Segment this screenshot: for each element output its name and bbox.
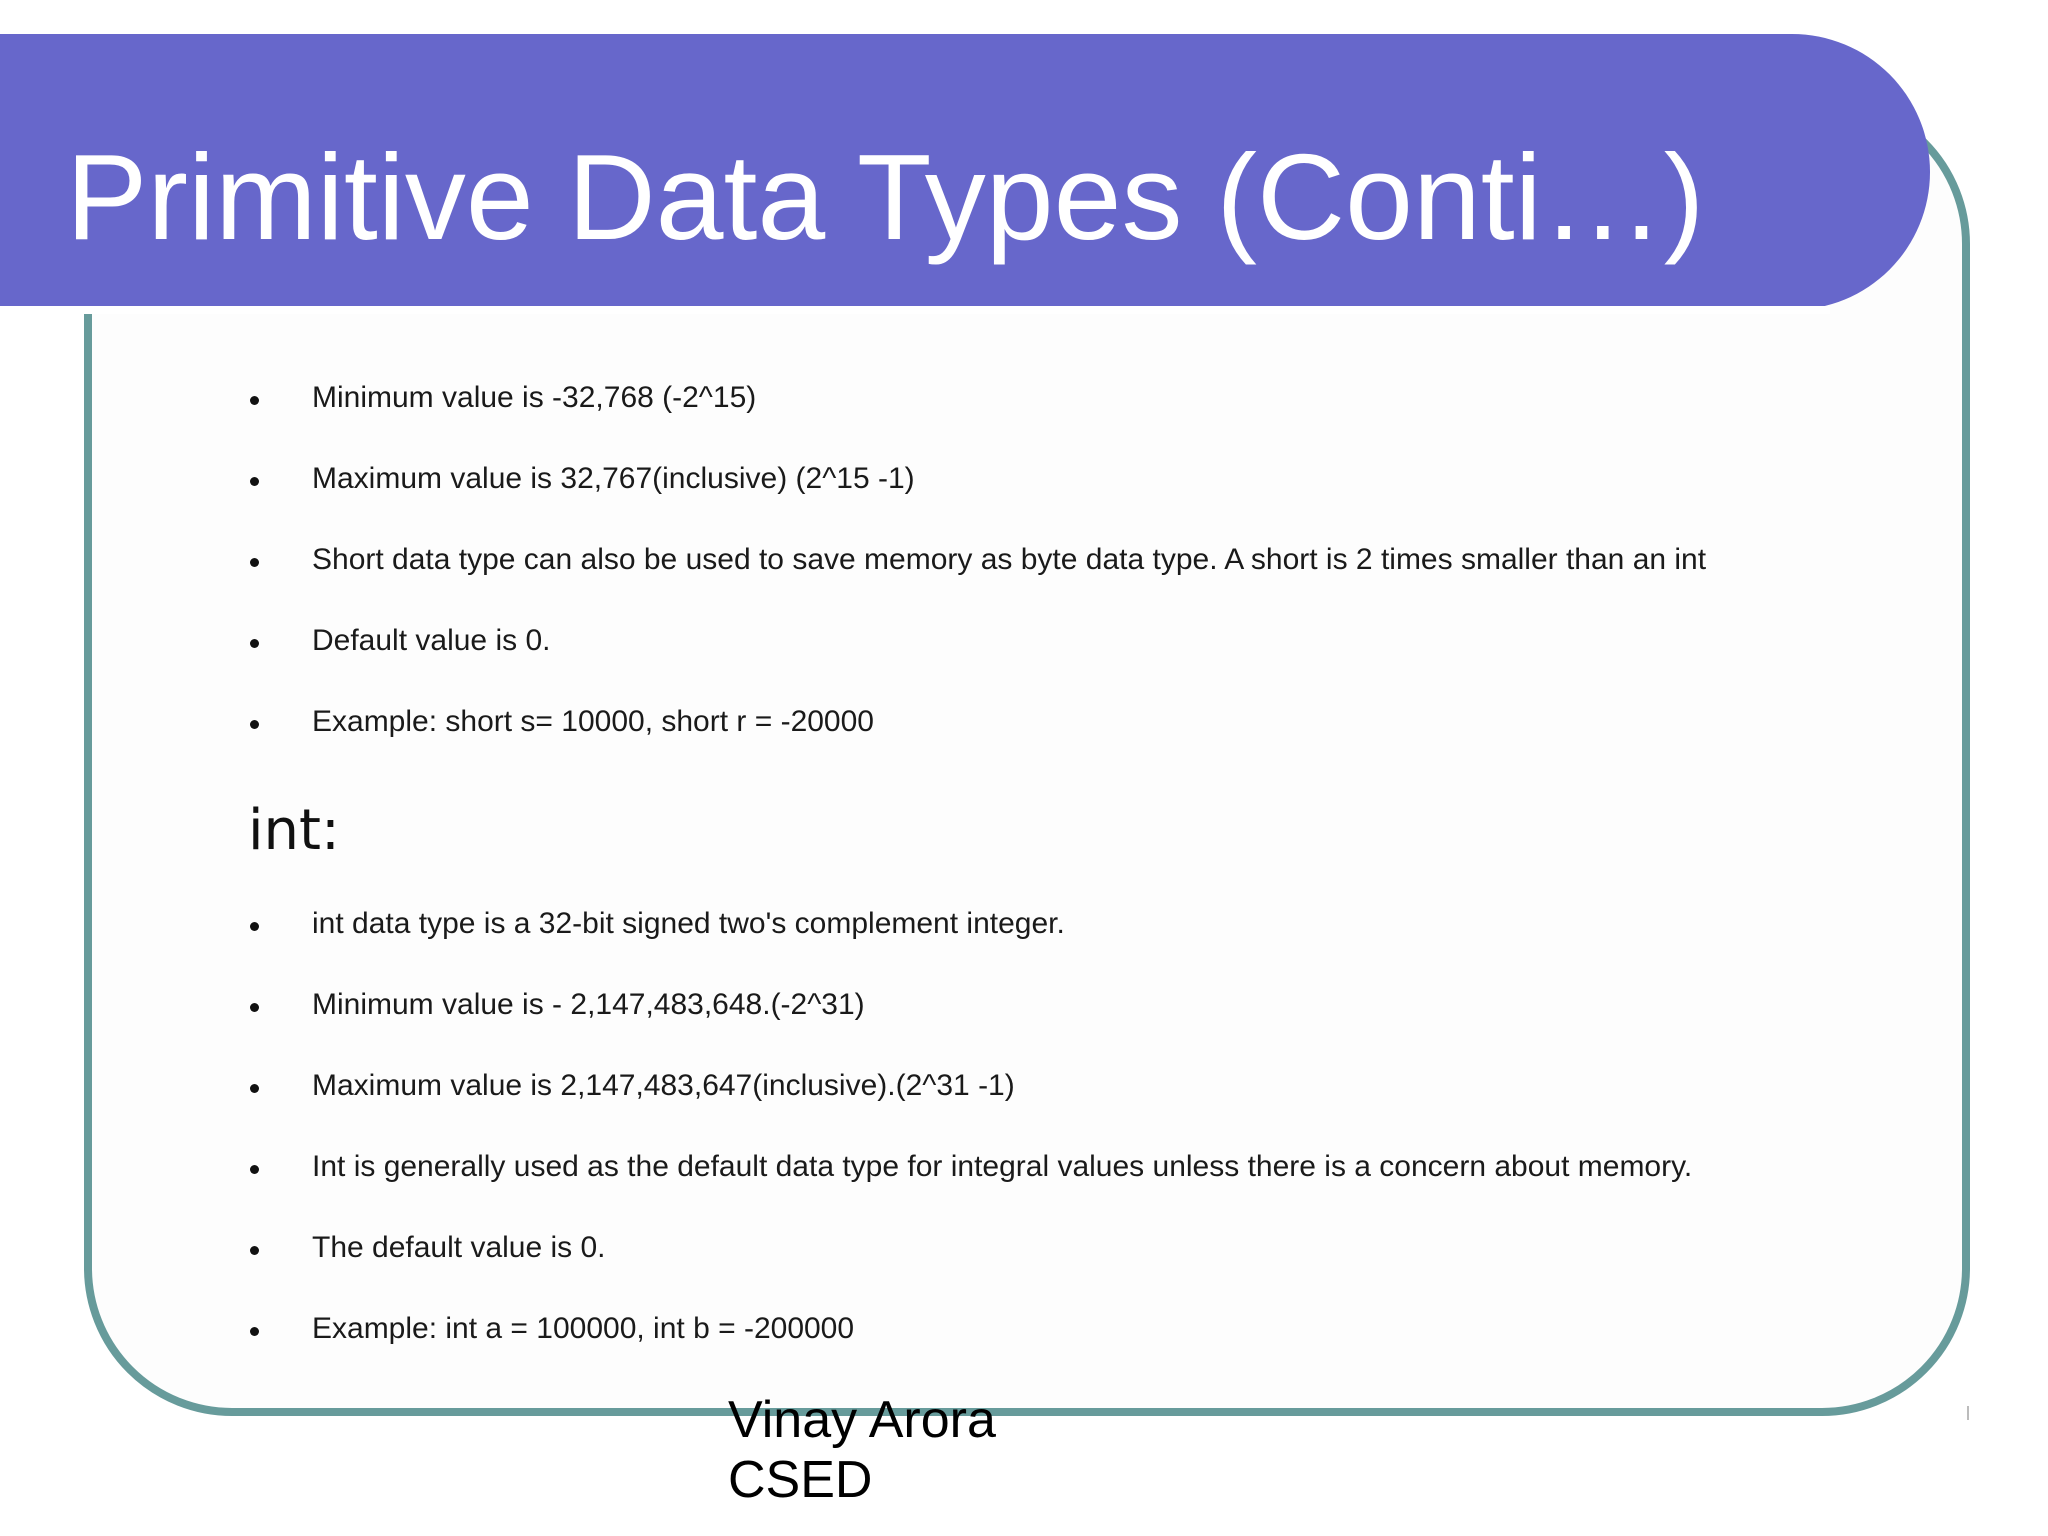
author-department: CSED xyxy=(728,1451,873,1509)
bullet-icon xyxy=(250,1003,259,1012)
edge-mark xyxy=(1967,1406,1969,1420)
list-item xyxy=(244,378,1844,459)
bullet-text: int data type is a 32-bit signed two's complement integer. xyxy=(312,907,1065,940)
list-item xyxy=(244,904,1844,985)
bullet-text: Minimum value is -32,768 (-2^15) xyxy=(312,381,757,414)
bullet-icon xyxy=(250,639,259,648)
bullet-text: Maximum value is 32,767(inclusive) (2^15 -1) xyxy=(312,462,915,495)
list-item xyxy=(244,1147,1844,1228)
title-banner xyxy=(0,34,1930,310)
bullet-text: Example: int a = 100000, int b = -200000 xyxy=(312,1312,855,1345)
bullet-text: Example: short s= 10000, short r = -20000 xyxy=(312,705,874,738)
int-bullet-list xyxy=(244,904,1844,1390)
list-item xyxy=(244,985,1844,1066)
bullet-icon xyxy=(250,720,259,729)
bullet-text: Default value is 0. xyxy=(312,624,551,657)
bullet-icon xyxy=(250,477,259,486)
bullet-icon xyxy=(250,558,259,567)
list-item xyxy=(244,459,1844,540)
bullet-icon xyxy=(250,1165,259,1174)
bullet-icon xyxy=(250,1084,259,1093)
list-item xyxy=(244,1228,1844,1309)
footer-author xyxy=(728,1390,996,1510)
bullet-text: The default value is 0. xyxy=(312,1231,606,1264)
short-bullet-list xyxy=(244,378,1844,783)
bullet-icon xyxy=(250,1246,259,1255)
bullet-icon xyxy=(250,396,259,405)
list-item xyxy=(244,1066,1844,1147)
slide-title: Primitive Data Types (Conti…) xyxy=(66,129,1705,265)
bullet-text: Maximum value is 2,147,483,647(inclusive).(2^31 -1) xyxy=(312,1069,1015,1102)
bullet-icon xyxy=(250,922,259,931)
section-heading-int: int: xyxy=(248,798,340,863)
bullet-text: Int is generally used as the default data type for integral values unless there is a concern about memory. xyxy=(312,1150,1693,1183)
bullet-text: Minimum value is - 2,147,483,648.(-2^31) xyxy=(312,988,865,1021)
list-item xyxy=(244,621,1844,702)
list-item xyxy=(244,1309,1844,1390)
bullet-icon xyxy=(250,1327,259,1336)
title-underline xyxy=(0,306,1830,314)
author-name: Vinay Arora xyxy=(728,1391,996,1449)
list-item xyxy=(244,702,1844,783)
bullet-text: Short data type can also be used to save memory as byte data type. A short is 2 times smaller than an int xyxy=(312,543,1707,576)
list-item xyxy=(244,540,1844,621)
